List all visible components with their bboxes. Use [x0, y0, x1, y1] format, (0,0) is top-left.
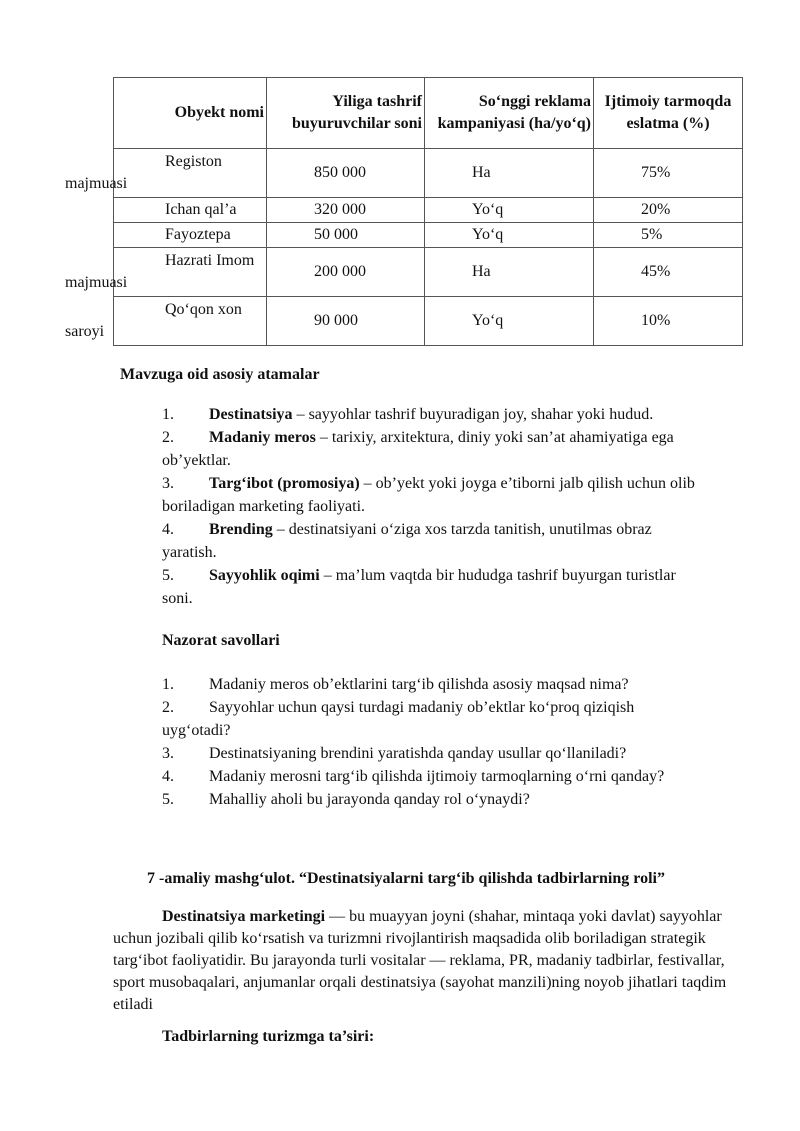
marketing-paragraph [113, 906, 748, 1016]
objects-table [65, 77, 743, 346]
cell-mention: 10% [594, 297, 743, 346]
item-number: 3. [162, 475, 174, 492]
list-item [162, 788, 747, 811]
term-definition: – sayyohlar tashrif buyuradigan joy, shahar yoki hudud. [292, 406, 654, 423]
terms-list [162, 403, 747, 610]
question-text: Madaniy merosni targ‘ib qilishda ijtimoiy tarmoqlarning o‘rni qanday? [209, 768, 665, 785]
list-item [162, 518, 747, 564]
table-row [114, 149, 743, 198]
item-number: 2. [162, 429, 174, 446]
list-item [162, 472, 747, 518]
question-text: Destinatsiyaning brendini yaratishda qanday usullar qo‘llaniladi? [209, 745, 627, 762]
list-item [162, 742, 747, 765]
cell-visitors: 850 000 [267, 149, 425, 198]
table-row [114, 297, 743, 346]
cell-mention: 5% [594, 223, 743, 248]
question-text: Sayyohlar uchun qaysi turdagi madaniy ob’ektlar ko‘proq qiziqish [209, 699, 635, 716]
term-continuation: boriladigan marketing faoliyati. [162, 498, 366, 515]
question-text: Madaniy meros ob’ektlarini targ‘ib qilishda asosiy maqsad nima? [209, 676, 629, 693]
cell-object-name [65, 297, 267, 346]
name-line-2: saroyi [65, 323, 105, 340]
practice-title: 7 -amaliy mashg‘ulot. “Destinatsiyalarni targ‘ib qilishda tadbirlarning roli” [147, 870, 665, 887]
item-number: 4. [162, 768, 174, 785]
term-continuation: soni. [162, 590, 193, 607]
cell-object-name [65, 149, 267, 198]
item-number: 2. [162, 699, 174, 716]
table-header-row [114, 78, 743, 149]
item-number: 1. [162, 406, 174, 423]
cell-campaign: Yo‘q [425, 223, 594, 248]
cell-object-name: Ichan qal’a [114, 198, 267, 223]
cell-visitors: 90 000 [267, 297, 425, 346]
term-definition: – ma’lum vaqtda bir hududga tashrif buyurgan turistlar [319, 567, 676, 584]
item-number: 4. [162, 521, 174, 538]
header-social-mention: Ijtimoiy tarmoqda eslatma (%) [594, 78, 743, 149]
cell-campaign: Ha [425, 248, 594, 297]
list-item [162, 564, 747, 610]
name-line-2: majmuasi [65, 175, 128, 192]
cell-mention: 75% [594, 149, 743, 198]
cell-visitors: 50 000 [267, 223, 425, 248]
term-continuation: yaratish. [162, 544, 217, 561]
header-visitors: Yiliga tashrif buyuruvchilar soni [267, 78, 425, 149]
name-line-1: Hazrati Imom [165, 252, 255, 269]
table-row [114, 198, 743, 223]
term-name: Destinatsiya [209, 406, 293, 423]
cell-object-name: Fayoztepa [114, 223, 267, 248]
term-name: Sayyohlik oqimi [209, 567, 320, 584]
header-object-name: Obyekt nomi [114, 78, 267, 149]
name-line-2: majmuasi [65, 274, 128, 291]
cell-mention: 20% [594, 198, 743, 223]
paragraph-term: Destinatsiya marketingi [162, 908, 326, 925]
list-item [162, 696, 747, 742]
cell-object-name [65, 248, 267, 297]
name-line-1: Qo‘qon xon [165, 301, 242, 318]
paragraph-text: — bu muayyan joyni (shahar, mintaqa yoki davlat) sayyohlar uchun jozibali qilib ko‘rsatish va turizmni rivojlantirish maqsadida olib boriladigan strategik targ‘ibot faoliyatidir. Bu jarayonda turli vositalar — reklama, PR, madaniy tadbirlar, festivallar, sport musobaqalari, anjumanlar orqali destinatsiya (sayohat manzili)ning noyob jihatlari taqdim etiladi [113, 908, 727, 1013]
term-definition: – tarixiy, arxitektura, diniy yoki san’at ahamiyatiga ega [315, 429, 674, 446]
item-number: 5. [162, 791, 174, 808]
table-row [114, 248, 743, 297]
list-item [162, 765, 747, 788]
question-continuation: uyg‘otadi? [162, 722, 231, 739]
term-definition: – ob’yekt yoki joyga e’tiborni jalb qilish uchun olib [359, 475, 695, 492]
cell-visitors: 200 000 [267, 248, 425, 297]
questions-heading: Nazorat savollari [162, 632, 280, 649]
cell-campaign: Yo‘q [425, 297, 594, 346]
cell-mention: 45% [594, 248, 743, 297]
list-item [162, 403, 747, 426]
term-definition: – destinatsiyani o‘ziga xos tarzda tanitish, unutilmas obraz [272, 521, 652, 538]
list-item [162, 673, 747, 696]
terms-heading: Mavzuga oid asosiy atamalar [120, 366, 320, 383]
questions-list [162, 673, 747, 811]
table-row [114, 223, 743, 248]
cell-visitors: 320 000 [267, 198, 425, 223]
cell-campaign: Ha [425, 149, 594, 198]
term-name: Targ‘ibot (promosiya) [209, 475, 360, 492]
cell-campaign: Yo‘q [425, 198, 594, 223]
list-item [162, 426, 747, 472]
events-heading: Tadbirlarning turizmga ta’siri: [162, 1028, 375, 1045]
term-continuation: ob’yektlar. [162, 452, 231, 469]
question-text: Mahalliy aholi bu jarayonda qanday rol o‘ynaydi? [209, 791, 530, 808]
item-number: 5. [162, 567, 174, 584]
term-name: Brending [209, 521, 273, 538]
item-number: 1. [162, 676, 174, 693]
item-number: 3. [162, 745, 174, 762]
term-name: Madaniy meros [209, 429, 316, 446]
header-campaign: So‘nggi reklama kampaniyasi (ha/yo‘q) [425, 78, 594, 149]
name-line-1: Registon [165, 153, 222, 170]
